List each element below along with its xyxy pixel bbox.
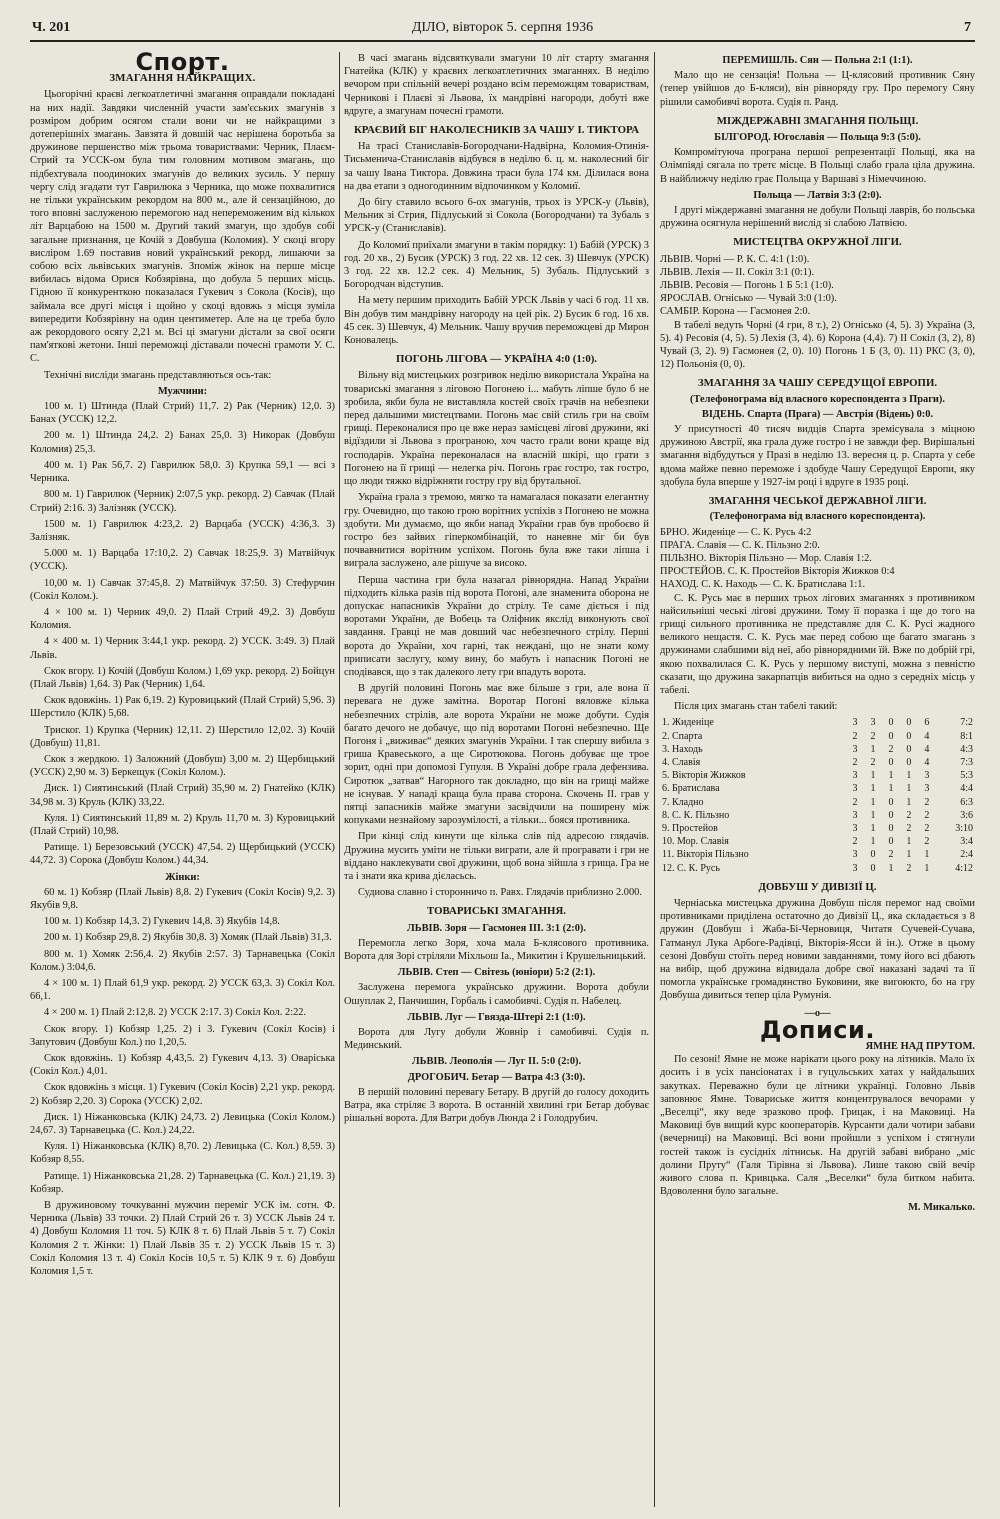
table-cell: 4:12 bbox=[955, 862, 973, 874]
table-row bbox=[660, 809, 975, 822]
result-line: 4 × 100 м. 1) Плай 61,9 укр. рекорд. 2) УССК 63,3. 3) Сокіл Кол. 66,1. bbox=[30, 978, 335, 1003]
article-paragraph: С. К. Русь має в перших трьох лігових змаганнях з противником найсильніші чеські лігові дружини. Тому її поразка і ще до того на грищі сильного противника не представляє для С. К. Русі жадного великого нещастя. С. К. Русь має перед собою ще багато змагань з дружинами слабшими від неї, або рівнорядними їй. Вже по добрій грі, якою похвалилася С. К. Русь у першому виступі, можна з певністю сказати, що дружина закарпатців вибиться на одно з середніх місць у табелі. bbox=[660, 592, 975, 696]
article-headline: МИСТЕЦТВА ОКРУЖНОЇ ЛІГИ. bbox=[733, 236, 902, 249]
result-line: Скок вгору. 1) Кочій (Довбуш Колом.) 1,69 укр. рекорд. 2) Бойцун (Плай Львів) 1,64. 3) Рак (Черник) 1,64. bbox=[30, 665, 335, 690]
table-cell: 2 bbox=[924, 809, 930, 821]
result-line: 400 м. 1) Рак 56,7. 2) Гаврилюк 58,0. 3) Крупка 59,1 — всі з Черника. bbox=[30, 459, 335, 485]
result-line: 60 м. 1) Кобзяр (Плай Львів) 8,8. 2) Гукевич (Сокіл Косів) 9,2. 3) Якубів 9,8. bbox=[30, 886, 335, 911]
table-cell: 2 bbox=[906, 862, 912, 874]
table-cell: 3 bbox=[852, 809, 858, 821]
table-cell: 3:6 bbox=[960, 809, 973, 821]
result-line: Куля. 1) Сиятинський 11,89 м. 2) Круль 11,70 м. 3) Куровицький (Плай Стрий) 10,98. bbox=[30, 812, 335, 837]
league-result: ЛЬВІВ. Чорні — Р. К. С. 4:1 (1:0). bbox=[660, 253, 810, 265]
result-line: Скок вгору. 1) Кобзяр 1,25. 2) і 3. Гукевич (Сокіл Косів) і Запутович (Довбуш Кол.) по 1,20,5. bbox=[30, 1023, 335, 1048]
league-result: ЛЬВІВ. Лехія — ІІ. Сокіл 3:1 (0:1). bbox=[660, 266, 815, 278]
article-dateline: (Телефонограма від власного кореспондента). bbox=[709, 511, 926, 523]
match-line: ВІДЕНЬ. Спарта (Прага) — Австрія (Відень) 0:0. bbox=[701, 408, 934, 420]
article-paragraph: В часі змагань відсвяткували змагуни 10 літ старту змагання Гнатейка (КЛК) у краєвих легкоатлетичних змаганнях. В неділю вечором при спільній вечері роздано всім переможцям товариствам, Черникові і Плаєві зі Львова, їх мандрівні нагороди, добуті вже вдруге, а змагунам почесні грамоти. bbox=[344, 53, 649, 117]
article-paragraph: До Коломиї приїхали змагуни в такім порядку: 1) Бабій (УРСК) 3 год. 20 хв., 2) Бусик (УРСК) 3 год. 22 хв. 12 сек. 3) Шевчук (УРСК) 3 год. 22 хв. 12.2 сек. 4) Мельник, 5) Зубаль. Підлуський з Богородчан відступив. bbox=[344, 239, 649, 291]
result-line: 200 м. 1) Кобзяр 29,8. 2) Якубів 30,8. 3) Хомяк (Плай Львів) 31,3. bbox=[44, 932, 332, 944]
table-cell: 2 bbox=[870, 756, 876, 768]
table-cell: 8. С. К. Пільзно bbox=[662, 809, 730, 821]
match-line: ЛЬВІВ. Леополія — Луг ІІ. 5:0 (2:0). bbox=[411, 1056, 582, 1068]
standings-table bbox=[660, 716, 975, 874]
table-cell: 10. Мор. Славія bbox=[662, 836, 729, 848]
table-cell: 0 bbox=[888, 796, 894, 808]
column-rule bbox=[339, 52, 340, 1507]
table-cell: 4 bbox=[924, 756, 930, 768]
article-dateline: (Телефонограма від власного кореспондента з Праги). bbox=[690, 393, 945, 405]
article-headline: МІЖДЕРЖАВНІ ЗМАГАННЯ ПОЛЬЩІ. bbox=[716, 114, 919, 127]
result-line: 100 м. 1) Штинда (Плай Стрий) 11,7. 2) Рак (Черник) 12,0. 3) Банах (УССК) 12,2. bbox=[30, 401, 335, 426]
result-line: Скок вдовжінь. 1) Кобзяр 4,43,5. 2) Гукевич 4,13. 3) Оваріська (Сокіл Кол.) 4,01. bbox=[30, 1053, 335, 1078]
paper-date: ДІЛО, вівторок 5. серпня 1936 bbox=[411, 20, 594, 35]
league-result: ЯРОСЛАВ. Огнісько — Чувай 3:0 (1:0). bbox=[660, 293, 837, 305]
table-cell: 2 bbox=[906, 809, 912, 821]
match-line: ЛЬВІВ. Луг — Гвязда-Штері 2:1 (1:0). bbox=[407, 1011, 586, 1023]
league-result: ЛЬВІВ. Ресовія — Погонь 1 Б 5:1 (1:0). bbox=[660, 280, 834, 292]
result-line: 4 × 200 м. 1) Плай 2:12,8. 2) УССК 2:17. 3) Сокіл Кол. 2:22. bbox=[44, 1007, 307, 1019]
article-paragraph: Вільну від мистецьких розгривок неділю використала Україна на товариські змагання з ліговою Погонею і... мабуть ліпше було б не зробила, якби була не виставляла костей своїх грачів на небезпеки перед дальшими мистецтвами. Погонь має свій стиль гри на своїм грищі. Переконалися про це вже нераз замісцеві лігові дружини, які відїздили зі Львова з програною, хоч часто грали вони краще від господарів. Україна переконалася на власній шкірі, що грати з Погонею на її грищі — нелегка річ. Погонь грає гостро, так гостро, що люди тяжко відріжняти гостру гру від брутальної. bbox=[344, 370, 649, 488]
table-cell: 2 bbox=[852, 836, 858, 848]
table-cell: 1 bbox=[906, 836, 912, 848]
article-paragraph: В дружиновому точкуванні мужчин переміг УСК ім. сотн. Ф. Черника (Львів) 33 точки. 2) Плай Стрий 26 т. 3) УССК Львів 24 т. 4) Довбуш Коломия 11 точ. 5) КЛК 8 т. 6) Плай Львів 5 т. 7) Сокіл Коломия 2 т. Жінки: 1) Плай Львів 35 т. 2) УССК Львів 15 т. 3) Сокіл Коломия 13 т. 4) Сокіл Косів 10,5 т. 5) КЛК 9 т. 6) Довбуш Коломия 1,5 т. bbox=[30, 1200, 335, 1278]
result-line: Скок вдовжінь. 1) Рак 6,19. 2) Куровицький (Плай Стрий) 5,96. 3) Шерстило (КЛК) 5,68. bbox=[30, 695, 335, 720]
column-rule bbox=[654, 52, 655, 1507]
match-line: Польща — Латвія 3:3 (2:0). bbox=[753, 189, 882, 201]
table-cell: 1 bbox=[870, 743, 876, 755]
article-headline: ЗМАГАННЯ ЧЕСЬКОЇ ДЕРЖАВНОЇ ЛІГИ. bbox=[708, 495, 927, 508]
table-cell: 3 bbox=[852, 862, 858, 874]
table-row bbox=[660, 835, 975, 848]
table-row bbox=[660, 769, 975, 782]
table-cell: 1 bbox=[888, 862, 894, 874]
table-row bbox=[660, 716, 975, 729]
article-paragraph: Перемогла легко Зоря, хоча мала Б-клясового противника. Ворота для Зорі стріляли Міхльош Іа., Микитин і Крушельницький. bbox=[344, 937, 649, 962]
table-cell: 3 bbox=[852, 822, 858, 834]
table-cell: 1 bbox=[870, 770, 876, 782]
result-line: 5.000 м. 1) Варцаба 17:10,2. 2) Савчак 18:25,9. 3) Матвійчук (УССК). bbox=[30, 548, 335, 573]
league-result: САМБІР. Корона — Гасмонея 2:0. bbox=[660, 306, 811, 318]
table-cell: 2 bbox=[888, 743, 894, 755]
table-cell: 2 bbox=[924, 836, 930, 848]
table-cell: 0 bbox=[870, 849, 876, 861]
table-cell: 5. Вікторія Жижков bbox=[662, 770, 746, 782]
result-line: 800 м. 1) Гаврилюк (Черник) 2:07,5 укр. рекорд. 2) Савчак (Плай Стрий) 2:16. 3) Залізняк (УССК). bbox=[30, 489, 335, 514]
section-divider: —о— bbox=[804, 1007, 831, 1019]
table-cell: 3 bbox=[924, 770, 930, 782]
table-cell: 0 bbox=[888, 717, 894, 729]
article-paragraph: Технічні висліди змагань представляються ось-так: bbox=[44, 369, 272, 381]
result-line: 4 × 400 м. 1) Черник 3:44,1 укр. рекорд. 2) УССК. 3:49. 3) Плай Львів. bbox=[30, 636, 335, 661]
league-result: ПРОСТЕЙОВ. С. К. Простейов Вікторія Жижков 0:4 bbox=[660, 566, 895, 578]
result-line: Скок з жердкою. 1) Заложний (Довбуш) 3,00 м. 2) Щербицький (УССК) 2,90 м. 3) Беркещук (Сокіл Колом.). bbox=[30, 753, 335, 779]
article-headline: ЗМАГАННЯ НАЙКРАЩИХ. bbox=[109, 72, 256, 85]
table-cell: 1 bbox=[870, 809, 876, 821]
league-result: БРНО. Жиденіце — С. К. Русь 4:2 bbox=[660, 526, 812, 538]
result-line: 200 м. 1) Штинда 24,2. 2) Банах 25,0. 3) Никорак (Довбуш Коломия) 25,3. bbox=[30, 430, 335, 455]
table-cell: 3 bbox=[852, 849, 858, 861]
table-cell: 0 bbox=[906, 743, 912, 755]
section-title: Спорт. bbox=[135, 48, 230, 76]
article-paragraph: Перша частина гри була назагал рівнорядна. Напад України підходить кілька разів під ворота Погоні, але знаменита оборона не допускає напасників України до стрілу. Те саме діється і під воротами України, де Вобець та Оліфник якслід виконують свої завдання. Гравці не мав довший час небезпечного стрілу. Перші ворота до України, хоч гарні, так неждані, що не знати кому приписати заслугу, кому вину, бо мабуть і напасник Погоні не сподівався, що з так далекого лету гри впадуть ворота. bbox=[344, 574, 649, 678]
table-cell: 3:10 bbox=[955, 822, 973, 834]
table-cell: 12. С. К. Русь bbox=[662, 862, 720, 874]
table-cell: 2 bbox=[870, 730, 876, 742]
league-result: ПРАГА. Славія — С. К. Пільзно 2:0. bbox=[660, 539, 820, 551]
table-cell: 4 bbox=[924, 743, 930, 755]
table-cell: 6. Братислава bbox=[662, 783, 720, 795]
league-result: ПІЛЬЗНО. Вікторія Пільзно — Мор. Славія 1:2. bbox=[660, 552, 872, 564]
table-cell: 3 bbox=[870, 717, 876, 729]
match-line: ЛЬВІВ. Зоря — Гасмонея ІІІ. 3:1 (2:0). bbox=[407, 922, 586, 934]
table-cell: 0 bbox=[888, 822, 894, 834]
match-line: ПЕРЕМИШЛЬ. Сян — Польна 2:1 (1:1). bbox=[722, 55, 913, 66]
article-paragraph: Після цих змагань стан табелі такий: bbox=[674, 701, 838, 713]
result-line: Скок вдовжінь з місця. 1) Гукевич (Сокіл Косів) 2,21 укр. рекорд. 2) Кобзяр 2,20. 3) Сорока (УССК) 2,02. bbox=[30, 1082, 335, 1107]
article-paragraph: На мету першим приходить Бабій УРСК Львів у часі 6 год. 11 хв. Він добув тим мандрівну нагороду на цей рік. 2) Бусик 6 год. 16 хв. 45 сек. 3) Шевчук, 4) Мельник. Чашу вручив переможцеві др Мирон Коновалець. bbox=[344, 295, 649, 347]
issue-number: Ч. 201 bbox=[32, 20, 71, 35]
table-cell: 1 bbox=[906, 783, 912, 795]
table-cell: 3:4 bbox=[960, 836, 973, 848]
table-cell: 1 bbox=[870, 796, 876, 808]
result-line: 4 × 100 м. 1) Черник 49,0. 2) Плай Стрий 49,2. 3) Довбуш Коломия. bbox=[30, 606, 335, 632]
table-cell: 1. Жиденіце bbox=[662, 717, 714, 729]
table-cell: 4:3 bbox=[960, 743, 973, 755]
article-headline: ПОГОНЬ ЛІГОВА — УКРАЇНА 4:0 (1:0). bbox=[395, 353, 598, 366]
table-cell: 1 bbox=[888, 783, 894, 795]
section-title: Дописи. bbox=[760, 1015, 875, 1044]
article-paragraph: Мало що не сензація! Польна — Ц-клясовий противник Сяну (тепер увійшов до Б-кляси), він рівноряду гру. Про перемогу Сяну рішили самобивчі ворота. Судія п. Ранд. bbox=[660, 70, 975, 108]
result-line: 100 м. 1) Кобзяр 14,3. 2) Гукевич 14,8. 3) Якубів 14,8. bbox=[44, 916, 280, 928]
result-line: 1500 м. 1) Гаврилюк 4:23,2. 2) Варцаба (УССК) 4:36,3. 3) Залізняк. bbox=[30, 518, 335, 543]
table-cell: 2:4 bbox=[960, 849, 973, 861]
article-headline: ТОВАРИСЬКІ ЗМАГАННЯ. bbox=[427, 905, 566, 918]
article-paragraph: У присутності 40 тисяч видців Спарта зремісувала з міцною дружиною Австрії, яка грала дуже гостро і не завжди фер. Вирішальні змагання відбудуться у Празі в неділю 13. вересня ц. р. Спарта у себе вдома майже певно переможе і здобуде Чашу Середущої Европи, яку здобула була вперше у 1927-ім році і вдруге в 1935 році. bbox=[660, 424, 975, 488]
table-cell: 0 bbox=[906, 756, 912, 768]
table-cell: 4:4 bbox=[960, 783, 973, 795]
table-cell: 1 bbox=[924, 862, 930, 874]
article-paragraph: Компромітуюча програна першої репрезентації Польщі, яка на Олімпіяді сягала по третє місце. В Польщі слабо грала ціла дружина. В найближчу неділю грає Польща у Варшаві з Німеччиною. bbox=[660, 147, 975, 185]
article-headline: ДОВБУШ У ДИВІЗІЇ Ц. bbox=[758, 880, 877, 893]
article-paragraph: В другій половині Погонь має вже більше з гри, але вона її перевага не дуже замітна. Воротар Погоні вяловже кілька небезпечних стрілів, але ворота України не може добути. Судія багато дечого не добачує, що під воротами Погоні небезпечно. Ще Погоня і „виживає“ деяких змагунів України. І так спершу вибила з гриша Кравеського, а ще Сиротюкова. Погонь добуває ще трое зорит, одні при допомозі Гупуля. В Україні добре грала дефензива. Сиротюк „затвав“ Нагорного так докладно, що він на грищі майже не існував. У нападі краща була права сторона. Скочень ІІ. грав у пятці запасників майже змагуни засвідчили на поширену між копуками незнайому зарозумілості, а тільки... бояся противника. bbox=[344, 683, 649, 827]
article-paragraph: До бігу ставило всього 6-ох змагунів, трьох із УРСК-у (Львів), Мельник зі Стрия, Підлуський зі Сокола (Богородчани) та Зубаль з УРСК-у (Станиславів). bbox=[344, 197, 649, 235]
table-cell: 2 bbox=[888, 849, 894, 861]
table-cell: 2 bbox=[924, 796, 930, 808]
table-row bbox=[660, 756, 975, 769]
table-cell: 3 bbox=[852, 770, 858, 782]
table-cell: 0 bbox=[888, 730, 894, 742]
article-paragraph: В табелі ведуть Чорні (4 гри, 8 т.), 2) Огнісько (4, 5). 3) Україна (3, 5). 4) Ресовія (4, 5). 5) Лехія (3, 4). 6) Корона (4,4). 7) ІІ Сокіл (3, 2), 8) Чувай (3, 2). 9) Гасмонея (2, 0). 10) Погонь 1 Б (3, 0). 11) РКС (3, 0), 12) Польонія (0, 0). bbox=[660, 319, 975, 371]
table-cell: 2. Спарта bbox=[662, 730, 703, 742]
article-paragraph: Україна грала з тремою, мягко та намагалася показати елегантну гру. Очевидно, що такою грою ворітних успіхів з Погонею не можна здобути. Ми думаємо, що якби напад України грав був пробоєво й гостро без зайвих гіперкомбінацій, то наневне міг би був почвавнитися ворітним успіхом. Погонь була вже таки ліпша і виграла заслужено, але рішуче за високо. bbox=[344, 492, 649, 570]
table-cell: 1 bbox=[870, 783, 876, 795]
article-paragraph: Черніаська мистецька дружина Довбуш після перемог над своїми противниками приділена остаточно до Дивізії Ц., яка складається з 8 дружин (Довбуш і Жаба-Бі-Черновиця, Читатя Сучевей-Сучава, Гатманул Лука Арбоге-Радівці, Вікторія-Ясси й ін.). Отже в цьому сезоні Довбуш стоїть перед новими завданнями, тому його всі дбають на вибір, щоб дружина відвидала добре свої наказані задачі та її помогла українське громадянство Буковини, яке вигоюкто, бо на гру Довбуша дивиться тепер ціла Румунія. bbox=[660, 897, 975, 1002]
table-cell: 7:3 bbox=[960, 756, 973, 768]
result-line: Ратище. 1) Березовський (УССК) 47,54. 2) Щербицький (УССК) 44,72. 3) Сорока (Довбуш Колом.) 44,34. bbox=[30, 842, 335, 867]
match-line: ДРОГОБИЧ. Бетар — Ватра 4:3 (3:0). bbox=[407, 1071, 586, 1083]
table-cell: 7. Кладно bbox=[662, 796, 704, 808]
article-paragraph: По сезоні! Ямне не може нарікати цього року на літників. Мало їх досить і в усіх пансіонатах і в гуцульських хатах у найдальших закутках. Переважно були це літники українці. Головно Львів заповнює Ямне. Товариське життя концентрувалося вечорами у „Веселці“, яку веде зразково проф. Грицак, і на Маковиці. На Маковиці був вищий курс кооператорів. Курсанти дали чотири забави (вечерниці) на Маковиці. Всі вони пройшли з успіхом і стягнули гостей також із сусідніх літниськ. На другій забаві вибрано „міс долини Пруту“ (Галя Тірівна зі Львова). Лише такою свій вечір живого слова п. Кривцька. Саля „Веселки“ була битком набита. Вдоволення було загальне. bbox=[660, 1054, 975, 1198]
table-cell: 9. Простейов bbox=[662, 822, 718, 834]
table-cell: 0 bbox=[888, 836, 894, 848]
article-headline: ЗМАГАННЯ ЗА ЧАШУ СЕРЕДУЩОЇ ЕВРОПИ. bbox=[697, 377, 938, 390]
result-line: Ратище. 1) Ніжанковська 21,28. 2) Тарнавецька (С. Кол.) 21,19. 3) Кобзяр. bbox=[30, 1170, 335, 1195]
table-cell: 0 bbox=[870, 862, 876, 874]
league-result: НАХОД. С. К. Находь — С. К. Братислава 1:1. bbox=[660, 579, 866, 591]
article-paragraph: При кінці слід кинути ще кілька слів під адресою глядачів. Дружина мусить уміти не тільки виграти, але й програвати і гри не віддано наклекувати свої дружини, щоб вона зійшла з грища. Гра не та і знати яка крива дієласьсь. bbox=[344, 831, 649, 882]
table-cell: 2 bbox=[924, 822, 930, 834]
table-cell: 2 bbox=[906, 822, 912, 834]
table-cell: 1 bbox=[906, 849, 912, 861]
table-cell: 0 bbox=[888, 756, 894, 768]
section-label: Мужчини: bbox=[157, 385, 208, 397]
table-cell: 3 bbox=[924, 783, 930, 795]
table-cell: 2 bbox=[852, 730, 858, 742]
table-cell: 5:3 bbox=[960, 770, 973, 782]
column-1 bbox=[30, 48, 335, 1281]
table-cell: 0 bbox=[888, 809, 894, 821]
section-label: Жінки: bbox=[165, 871, 200, 883]
article-paragraph: Заслужена перемога українсько дружини. Ворота добули Ошуплак 2, Панчишин, Горбаль і самобивчі. Судія п. Набелец. bbox=[344, 982, 649, 1007]
table-cell: 4. Славія bbox=[662, 756, 701, 768]
table-row bbox=[660, 730, 975, 743]
article-paragraph: На трасі Станиславів-Богородчани-Надвірна, Коломия-Отинія-Тисьменича-Станиславів відбувся в неділю 6. ц. м. наколесний біг за чашу Івана Тиктора. Довжина траси була 174 км. Ділилася вона на два етапи з одногодинним відпочинком у Коломиї. bbox=[344, 141, 649, 192]
table-cell: 1 bbox=[870, 836, 876, 848]
table-cell: 6:3 bbox=[960, 796, 973, 808]
column-2 bbox=[344, 52, 649, 1128]
table-cell: 2 bbox=[852, 756, 858, 768]
table-cell: 11. Вікторія Пільзно bbox=[662, 849, 749, 861]
article-paragraph: Ворота для Лугу добули Жовнір і самобивчі. Судія п. Мединський. bbox=[344, 1027, 649, 1052]
result-line: Триског. 1) Крупка (Черник) 12,11. 2) Шерстило 12,02. 3) Кочій (Довбуш) 11,81. bbox=[30, 724, 335, 749]
article-paragraph: Судиова славно і сторонничо п. Равх. Глядачів приблизно 2.000. bbox=[358, 887, 642, 899]
table-cell: 1 bbox=[924, 849, 930, 861]
table-row bbox=[660, 862, 975, 875]
result-line: Диск. 1) Сиятинський (Плай Стрий) 35,90 м. 2) Гнатейко (КЛК) 34,98 м. 3) Круль (КЛК) 33,22. bbox=[30, 783, 335, 808]
match-line: ЛЬВІВ. Степ — Світезь (юніори) 5:2 (2:1). bbox=[397, 967, 596, 979]
page-number: 7 bbox=[964, 20, 971, 35]
result-line: Диск. 1) Ніжанковська (КЛК) 24,73. 2) Левицька (Сокіл Колом.) 24,67. 3) Тарнавецька (С. Кол.) 24,22. bbox=[30, 1111, 335, 1137]
masthead bbox=[30, 18, 975, 42]
result-line: Куля. 1) Ніжанковська (КЛК) 8,70. 2) Левицька (С. Кол.) 8,59. 3) Кобзяр 8,55. bbox=[30, 1141, 335, 1166]
table-cell: 3 bbox=[852, 743, 858, 755]
table-cell: 1 bbox=[906, 770, 912, 782]
article-headline: ЯМНЕ НАД ПРУТОМ. bbox=[865, 1041, 975, 1053]
table-cell: 3 bbox=[852, 717, 858, 729]
table-cell: 0 bbox=[906, 730, 912, 742]
table-cell: 4 bbox=[924, 730, 930, 742]
table-row bbox=[660, 822, 975, 835]
author-signature: М. Микалько. bbox=[908, 1202, 975, 1214]
result-line: 800 м. 1) Хомяк 2:56,4. 2) Якубів 2:57. 3) Тарнавецька (Сокіл Колом.) 3:04,6. bbox=[30, 948, 335, 973]
article-headline: КРАЄВИЙ БІГ НАКОЛЕСНИКІВ ЗА ЧАШУ І. ТИКТОРА bbox=[353, 124, 640, 137]
table-row bbox=[660, 848, 975, 861]
article-paragraph: В першій половині перевагу Бетару. В другій до голосу доходить Ватра, яка стріляє 3 ворота. В останній хвилині гри Бетар добуває рішальні ворота. Для Ватри добув Люнда 2 і Голодрубич. bbox=[344, 1086, 649, 1125]
table-cell: 8:1 bbox=[960, 730, 973, 742]
article-paragraph: Цьогорічні краєві легкоатлетичні змагання оправдали покладані на них надії. Завдяки численній участи зам'єських змагунів з розміром добрим осягом стали вони чи не найкращими з дотеперішніх змагань. Завзята й довшій час нерішена боротьба за дружинове першенство між трьома товариствами: Черник, Плаєм-Стрий та УССК-ом була тим головним мотивом змагань, що підбехтувала поодиноких змагунів до великих зусиль. У першу чергу слід згадати тут Гаврилюка з Черника, що може похвалитися не тільки українським рекордом на 800 м., але й сензаційною, до того вповні заслуженою перемогою над непереможеним від кількох літ Варцабою на 1500 м. Другий такий змагун, що здобув собі загальне признання, це Кочій з Довбуша (Коломия). У скоці вгору висліром 1.69 поставив новий український рекорд, лишаючи за собою всіх львівських змагунів. Зпоміж жінок на перше місце вибилась відома Орися Кобзярівна, що добула 5 перших місць. Гідною її конкуренткою показалася Гукевич з Сокола (Косів), що займала все другі місця і щойно у скоці вдовжь з місця зуміла випередити Кобзярівну на один центиметер. Але на це треба було аж рекордового осягу 2,21 м. Всі ці змагуни дістали за свої осяги пам'яткові жетони. Інші переможці діставали почесні грамоти У. С. С. bbox=[30, 89, 335, 365]
table-cell: 1 bbox=[870, 822, 876, 834]
table-cell: 0 bbox=[906, 717, 912, 729]
table-cell: 1 bbox=[888, 770, 894, 782]
result-line: 10,00 м. 1) Савчак 37:45,8. 2) Матвійчук 37:50. 3) Стефурчин (Сокіл Колом.). bbox=[30, 577, 335, 602]
table-row bbox=[660, 782, 975, 795]
table-cell: 1 bbox=[906, 796, 912, 808]
table-cell: 3 bbox=[852, 783, 858, 795]
column-3 bbox=[660, 52, 975, 1215]
table-row bbox=[660, 796, 975, 809]
article-paragraph: І другі міждержавні змагання не добули Польщі лаврів, бо польська дружина осягнула нерішений вислід зі слабою Латвією. bbox=[660, 205, 975, 230]
table-row bbox=[660, 743, 975, 756]
table-cell: 7:2 bbox=[960, 717, 973, 729]
table-cell: 6 bbox=[924, 717, 930, 729]
table-cell: 3. Находь bbox=[662, 743, 703, 755]
table-cell: 2 bbox=[852, 796, 858, 808]
match-line: БІЛГОРОД. Югославія — Польща 9:3 (5:0). bbox=[714, 132, 921, 144]
